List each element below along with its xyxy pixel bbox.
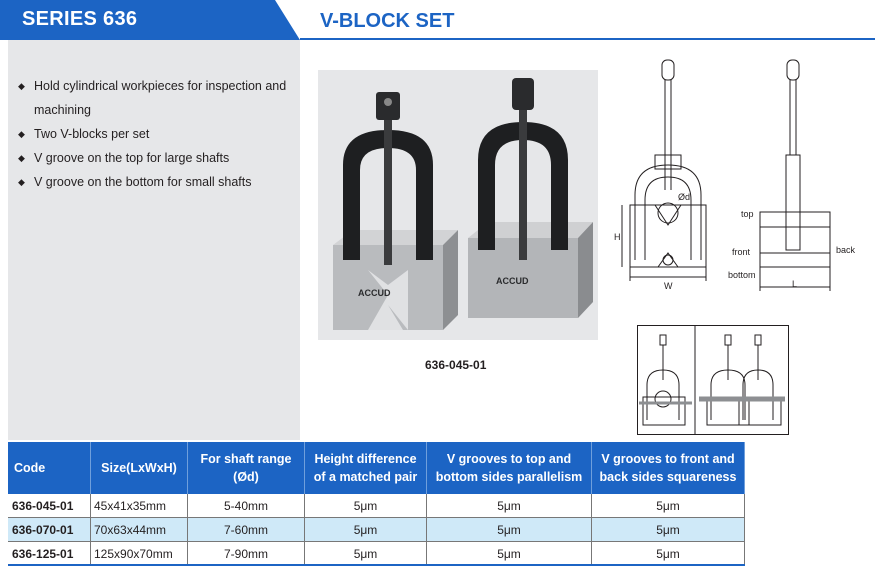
cell-squareness: 5μm [592,494,745,518]
technical-drawing [600,55,875,300]
column-header-size: Size(LxWxH) [91,442,188,494]
cell-shaft-range: 7-60mm [188,518,305,542]
cell-squareness: 5μm [592,518,745,542]
column-header-squareness: V grooves to front and back sides squareness [592,442,745,494]
table-header-row [8,442,745,494]
cell-height-difference: 5μm [305,542,427,566]
feature-item: ◆ Two V-blocks per set [18,122,293,146]
spec-table [8,442,745,566]
cell-shaft-range: 7-90mm [188,542,305,566]
cell-height-difference: 5μm [305,518,427,542]
diameter-label: Ød [678,192,691,202]
cell-code: 636-045-01 [8,494,91,518]
width-label: W [664,281,673,291]
feature-item: ◆ V groove on the top for large shafts [18,146,293,170]
feature-list [18,74,293,194]
back-label: back [836,245,856,255]
cell-squareness: 5μm [592,542,745,566]
cell-parallelism: 5μm [427,518,592,542]
top-label: top [741,209,754,219]
front-label: front [732,247,751,257]
cell-code: 636-070-01 [8,518,91,542]
cell-size: 70x63x44mm [91,518,188,542]
table-row [8,494,745,518]
series-title: SERIES 636 [22,8,138,30]
cell-size: 45x41x35mm [91,494,188,518]
feature-item: ◆ V groove on the bottom for small shafts [18,170,293,194]
cell-size: 125x90x70mm [91,542,188,566]
brand-mark: ACCUD [358,288,391,298]
bottom-label: bottom [728,270,756,280]
product-title: V-BLOCK SET [320,10,455,32]
cell-parallelism: 5μm [427,542,592,566]
column-header-parallelism: V grooves to top and bottom sides parallelism [427,442,592,494]
header-rule [300,38,875,40]
table-row [8,518,745,542]
column-header-code: Code [8,442,91,494]
column-header-height-difference: Height difference of a matched pair [305,442,427,494]
cell-parallelism: 5μm [427,494,592,518]
table-bottom-rule [8,564,745,566]
table-row [8,542,745,566]
brand-mark: ACCUD [496,276,529,286]
usage-illustration [637,325,789,435]
column-header-shaft-range: For shaft range (Ød) [188,442,305,494]
feature-item: ◆ Hold cylindrical workpieces for inspection and machining [18,74,293,122]
cell-height-difference: 5μm [305,494,427,518]
product-photo [318,70,598,340]
height-label: H [614,232,621,242]
cell-code: 636-125-01 [8,542,91,566]
photo-caption: 636-045-01 [425,358,487,372]
length-label: L [792,279,798,289]
cell-shaft-range: 5-40mm [188,494,305,518]
